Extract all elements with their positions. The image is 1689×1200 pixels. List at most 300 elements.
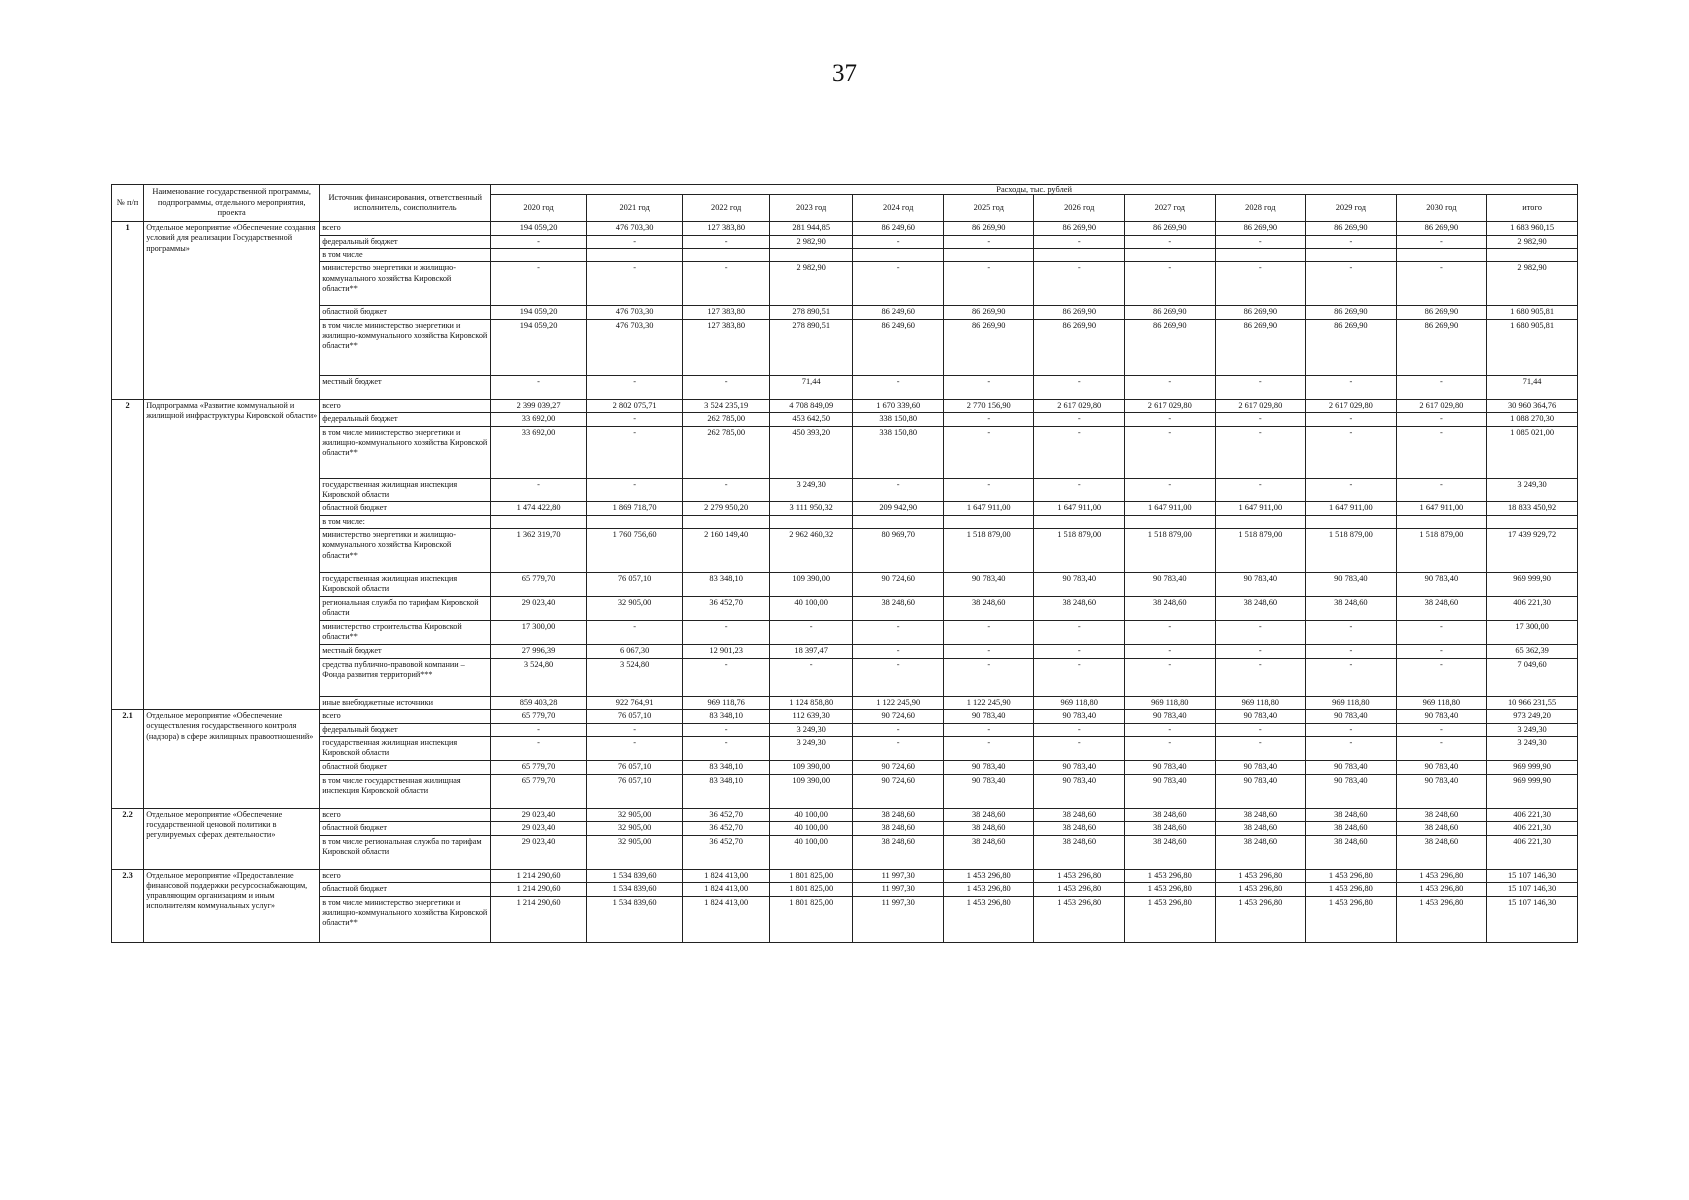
amount-cell: -	[943, 262, 1034, 306]
amount-cell: 38 248,60	[1125, 597, 1216, 621]
table-row	[112, 597, 1578, 621]
amount-cell: 127 383,80	[683, 319, 770, 375]
amount-cell: -	[586, 375, 683, 399]
total-cell: 406 221,30	[1487, 808, 1578, 822]
total-cell: 1 683 960,15	[1487, 222, 1578, 236]
amount-cell: 1 122 245,90	[853, 696, 944, 710]
header-source: Источник финансирования, ответственный исполнитель, соисполнитель	[320, 185, 491, 222]
amount-cell: -	[1396, 723, 1487, 737]
amount-cell: 3 524,80	[586, 658, 683, 696]
table-row	[112, 399, 1578, 413]
amount-cell: -	[1215, 478, 1306, 502]
amount-cell: -	[1125, 375, 1216, 399]
amount-cell	[586, 515, 683, 528]
amount-cell: -	[1396, 375, 1487, 399]
total-cell: 406 221,30	[1487, 835, 1578, 869]
total-cell: 969 999,90	[1487, 774, 1578, 808]
total-cell: 969 999,90	[1487, 761, 1578, 775]
table-row	[112, 710, 1578, 724]
amount-cell: -	[1125, 262, 1216, 306]
amount-cell	[683, 249, 770, 262]
amount-cell: 38 248,60	[1215, 835, 1306, 869]
funding-source: в том числе министерство энергетики и жилищно-коммунального хозяйства Кировской области**	[320, 896, 491, 942]
amount-cell: 109 390,00	[769, 761, 853, 775]
amount-cell: 38 248,60	[1306, 835, 1397, 869]
table-row	[112, 573, 1578, 597]
amount-cell: 65 779,70	[491, 774, 587, 808]
amount-cell: 90 783,40	[1125, 774, 1216, 808]
funding-source: министерство строительства Кировской области**	[320, 621, 491, 645]
amount-cell: -	[1215, 375, 1306, 399]
table-row	[112, 896, 1578, 942]
amount-cell	[1034, 249, 1125, 262]
amount-cell: 1 453 296,80	[1034, 883, 1125, 897]
amount-cell: -	[943, 658, 1034, 696]
amount-cell	[1306, 515, 1397, 528]
amount-cell: -	[491, 478, 587, 502]
table-row	[112, 774, 1578, 808]
table-row	[112, 737, 1578, 761]
amount-cell: 90 783,40	[1034, 573, 1125, 597]
amount-cell: -	[943, 645, 1034, 659]
amount-cell: 127 383,80	[683, 306, 770, 320]
table-row	[112, 235, 1578, 249]
amount-cell: 1 647 911,00	[1306, 502, 1397, 516]
funding-source: всего	[320, 710, 491, 724]
amount-cell: -	[586, 413, 683, 427]
funding-source: областной бюджет	[320, 502, 491, 516]
funding-source: всего	[320, 399, 491, 413]
amount-cell: -	[1215, 723, 1306, 737]
amount-cell: 6 067,30	[586, 645, 683, 659]
amount-cell: 76 057,10	[586, 774, 683, 808]
amount-cell: 86 269,90	[1125, 306, 1216, 320]
amount-cell: -	[769, 621, 853, 645]
amount-cell: -	[683, 723, 770, 737]
amount-cell: 1 824 413,00	[683, 869, 770, 883]
amount-cell: -	[683, 478, 770, 502]
amount-cell: 3 249,30	[769, 737, 853, 761]
amount-cell: 969 118,76	[683, 696, 770, 710]
amount-cell: 86 269,90	[1215, 319, 1306, 375]
amount-cell: 12 901,23	[683, 645, 770, 659]
amount-cell: 90 724,60	[853, 710, 944, 724]
amount-cell: 86 269,90	[1306, 306, 1397, 320]
amount-cell: 83 348,10	[683, 774, 770, 808]
amount-cell: 262 785,00	[683, 413, 770, 427]
total-cell: 7 049,60	[1487, 658, 1578, 696]
funding-source: государственная жилищная инспекция Кировской области	[320, 737, 491, 761]
amount-cell: 1 518 879,00	[1034, 529, 1125, 573]
amount-cell: -	[943, 426, 1034, 478]
amount-cell: 38 248,60	[853, 808, 944, 822]
amount-cell: 1 647 911,00	[1396, 502, 1487, 516]
amount-cell: 38 248,60	[1396, 808, 1487, 822]
total-cell: 1 680 905,81	[1487, 306, 1578, 320]
amount-cell: 278 890,51	[769, 306, 853, 320]
amount-cell: 40 100,00	[769, 597, 853, 621]
total-cell: 17 439 929,72	[1487, 529, 1578, 573]
amount-cell: 29 023,40	[491, 808, 587, 822]
amount-cell: 1 122 245,90	[943, 696, 1034, 710]
amount-cell: -	[1396, 413, 1487, 427]
amount-cell: 36 452,70	[683, 835, 770, 869]
total-cell: 2 982,90	[1487, 262, 1578, 306]
amount-cell: 2 617 029,80	[1125, 399, 1216, 413]
amount-cell: 86 269,90	[1215, 306, 1306, 320]
amount-cell: 90 783,40	[1215, 774, 1306, 808]
amount-cell: 90 783,40	[943, 573, 1034, 597]
amount-cell: 38 248,60	[943, 822, 1034, 836]
amount-cell: 1 647 911,00	[1034, 502, 1125, 516]
amount-cell: -	[1306, 375, 1397, 399]
amount-cell: 86 269,90	[1125, 319, 1216, 375]
amount-cell: -	[1306, 478, 1397, 502]
amount-cell: -	[1306, 235, 1397, 249]
amount-cell: 90 724,60	[853, 761, 944, 775]
amount-cell: 109 390,00	[769, 573, 853, 597]
table-row	[112, 262, 1578, 306]
funding-source: региональная служба по тарифам Кировской области	[320, 597, 491, 621]
amount-cell: 90 783,40	[1034, 761, 1125, 775]
amount-cell: 1 453 296,80	[1125, 869, 1216, 883]
amount-cell: -	[491, 262, 587, 306]
total-cell: 18 833 450,92	[1487, 502, 1578, 516]
amount-cell: 38 248,60	[1306, 808, 1397, 822]
table-row	[112, 869, 1578, 883]
amount-cell: -	[586, 478, 683, 502]
table-row	[112, 621, 1578, 645]
amount-cell: 86 249,60	[853, 306, 944, 320]
amount-cell: -	[683, 235, 770, 249]
amount-cell: 4 708 849,09	[769, 399, 853, 413]
program-name: Отдельное мероприятие «Обеспечение создания условий для реализации Государственной программы»	[144, 222, 320, 400]
amount-cell: 83 348,10	[683, 573, 770, 597]
amount-cell	[769, 249, 853, 262]
amount-cell: 90 783,40	[1306, 710, 1397, 724]
amount-cell: 38 248,60	[1034, 822, 1125, 836]
header-year: 2020 год	[491, 195, 587, 222]
total-cell: 406 221,30	[1487, 597, 1578, 621]
table-row	[112, 222, 1578, 236]
total-cell: 3 249,30	[1487, 737, 1578, 761]
funding-source: всего	[320, 808, 491, 822]
amount-cell: 476 703,30	[586, 222, 683, 236]
amount-cell: 90 783,40	[1396, 774, 1487, 808]
header-year: 2024 год	[853, 195, 944, 222]
amount-cell: 1 518 879,00	[1306, 529, 1397, 573]
amount-cell: 2 962 460,32	[769, 529, 853, 573]
amount-cell: 76 057,10	[586, 573, 683, 597]
amount-cell: 86 269,90	[1125, 222, 1216, 236]
amount-cell: -	[586, 621, 683, 645]
amount-cell	[683, 515, 770, 528]
amount-cell: -	[943, 478, 1034, 502]
amount-cell: -	[1034, 413, 1125, 427]
amount-cell: 1 453 296,80	[1034, 896, 1125, 942]
program-name: Отдельное мероприятие «Предоставление финансовой поддержки ресурсоснабжающим, управляющим организациям и иным исполнителям коммунальных услуг»	[144, 869, 320, 942]
amount-cell	[1215, 515, 1306, 528]
funding-source: в том числе:	[320, 515, 491, 528]
amount-cell: 2 617 029,80	[1215, 399, 1306, 413]
amount-cell: 40 100,00	[769, 835, 853, 869]
amount-cell: 209 942,90	[853, 502, 944, 516]
amount-cell: -	[1306, 426, 1397, 478]
amount-cell: 90 783,40	[1396, 710, 1487, 724]
amount-cell: -	[1034, 426, 1125, 478]
amount-cell: 1 453 296,80	[1215, 896, 1306, 942]
total-cell: 15 107 146,30	[1487, 883, 1578, 897]
amount-cell: 1 534 839,60	[586, 869, 683, 883]
table-row	[112, 426, 1578, 478]
amount-cell: 262 785,00	[683, 426, 770, 478]
amount-cell: 2 982,90	[769, 235, 853, 249]
amount-cell: -	[683, 737, 770, 761]
amount-cell: 1 453 296,80	[1396, 869, 1487, 883]
amount-cell: 2 770 156,90	[943, 399, 1034, 413]
amount-cell: 1 453 296,80	[1306, 883, 1397, 897]
amount-cell: 36 452,70	[683, 822, 770, 836]
amount-cell: -	[769, 658, 853, 696]
amount-cell: 65 779,70	[491, 573, 587, 597]
amount-cell: 11 997,30	[853, 896, 944, 942]
amount-cell: 969 118,80	[1396, 696, 1487, 710]
table-row	[112, 502, 1578, 516]
amount-cell: 32 905,00	[586, 808, 683, 822]
amount-cell: 65 779,70	[491, 761, 587, 775]
amount-cell: 2 160 149,40	[683, 529, 770, 573]
amount-cell: -	[1215, 621, 1306, 645]
amount-cell: 36 452,70	[683, 597, 770, 621]
amount-cell: -	[943, 375, 1034, 399]
amount-cell: -	[1215, 262, 1306, 306]
amount-cell: 90 783,40	[1125, 761, 1216, 775]
amount-cell: 18 397,47	[769, 645, 853, 659]
total-cell	[1487, 249, 1578, 262]
amount-cell: 38 248,60	[1396, 822, 1487, 836]
table-row	[112, 658, 1578, 696]
amount-cell: -	[1125, 737, 1216, 761]
amount-cell: -	[1396, 262, 1487, 306]
header-year: 2025 год	[943, 195, 1034, 222]
amount-cell: 86 269,90	[1034, 306, 1125, 320]
amount-cell: 3 249,30	[769, 723, 853, 737]
amount-cell: 2 802 075,71	[586, 399, 683, 413]
amount-cell: 90 783,40	[1396, 761, 1487, 775]
amount-cell: 40 100,00	[769, 808, 853, 822]
funding-source: всего	[320, 222, 491, 236]
funding-source: областной бюджет	[320, 822, 491, 836]
amount-cell: -	[853, 723, 944, 737]
amount-cell: -	[1125, 645, 1216, 659]
amount-cell: 71,44	[769, 375, 853, 399]
amount-cell: 86 269,90	[1034, 222, 1125, 236]
funding-source: всего	[320, 869, 491, 883]
amount-cell: 1 453 296,80	[1034, 869, 1125, 883]
amount-cell: 2 982,90	[769, 262, 853, 306]
amount-cell: 38 248,60	[1125, 835, 1216, 869]
amount-cell: 38 248,60	[1215, 822, 1306, 836]
amount-cell: 112 639,30	[769, 710, 853, 724]
funding-source: государственная жилищная инспекция Кировской области	[320, 573, 491, 597]
header-expenses: Расходы, тыс. рублей	[491, 185, 1578, 195]
amount-cell: 90 783,40	[1125, 573, 1216, 597]
amount-cell: 83 348,10	[683, 761, 770, 775]
amount-cell: 29 023,40	[491, 822, 587, 836]
amount-cell: 1 453 296,80	[943, 883, 1034, 897]
total-cell: 30 960 364,76	[1487, 399, 1578, 413]
amount-cell: 2 617 029,80	[1396, 399, 1487, 413]
table-row	[112, 306, 1578, 320]
table-row	[112, 645, 1578, 659]
amount-cell: -	[943, 621, 1034, 645]
header-year: 2026 год	[1034, 195, 1125, 222]
amount-cell: 969 118,80	[1215, 696, 1306, 710]
amount-cell: 1 801 825,00	[769, 883, 853, 897]
funding-source: областной бюджет	[320, 306, 491, 320]
total-cell: 15 107 146,30	[1487, 869, 1578, 883]
funding-source: местный бюджет	[320, 645, 491, 659]
amount-cell: 969 118,80	[1034, 696, 1125, 710]
program-name: Подпрограмма «Развитие коммунальной и жилищной инфраструктуры Кировской области»	[144, 399, 320, 709]
amount-cell: 338 150,80	[853, 426, 944, 478]
amount-cell: -	[853, 737, 944, 761]
amount-cell: 38 248,60	[943, 835, 1034, 869]
amount-cell: 76 057,10	[586, 710, 683, 724]
funding-source: в том числе	[320, 249, 491, 262]
amount-cell: -	[943, 235, 1034, 249]
amount-cell: -	[683, 658, 770, 696]
amount-cell: -	[853, 262, 944, 306]
amount-cell: -	[1034, 658, 1125, 696]
amount-cell: -	[1215, 235, 1306, 249]
total-cell: 406 221,30	[1487, 822, 1578, 836]
total-cell: 973 249,20	[1487, 710, 1578, 724]
funding-source: федеральный бюджет	[320, 723, 491, 737]
amount-cell: -	[1034, 478, 1125, 502]
amount-cell: 476 703,30	[586, 306, 683, 320]
amount-cell: 969 118,80	[1125, 696, 1216, 710]
amount-cell: 90 783,40	[1215, 761, 1306, 775]
amount-cell: -	[853, 621, 944, 645]
header-year: 2027 год	[1125, 195, 1216, 222]
funding-source: федеральный бюджет	[320, 235, 491, 249]
amount-cell: 86 269,90	[943, 222, 1034, 236]
amount-cell: -	[1396, 645, 1487, 659]
amount-cell: 1 518 879,00	[943, 529, 1034, 573]
amount-cell: 86 269,90	[1306, 222, 1397, 236]
amount-cell: 2 399 039,27	[491, 399, 587, 413]
amount-cell: 1 453 296,80	[1125, 883, 1216, 897]
amount-cell: 38 248,60	[1215, 808, 1306, 822]
amount-cell	[586, 249, 683, 262]
header-year: итого	[1487, 195, 1578, 222]
funding-source: федеральный бюджет	[320, 413, 491, 427]
amount-cell: -	[1034, 262, 1125, 306]
amount-cell: 90 783,40	[1215, 573, 1306, 597]
total-cell: 2 982,90	[1487, 235, 1578, 249]
table-row	[112, 515, 1578, 528]
amount-cell: 1 824 413,00	[683, 883, 770, 897]
amount-cell: 40 100,00	[769, 822, 853, 836]
header-year: 2022 год	[683, 195, 770, 222]
amount-cell: 194 059,20	[491, 306, 587, 320]
table-row	[112, 413, 1578, 427]
table-row	[112, 883, 1578, 897]
amount-cell: 127 383,80	[683, 222, 770, 236]
amount-cell: 969 118,80	[1306, 696, 1397, 710]
amount-cell: 38 248,60	[1215, 597, 1306, 621]
amount-cell: -	[1215, 658, 1306, 696]
amount-cell: 90 783,40	[1306, 774, 1397, 808]
amount-cell	[1306, 249, 1397, 262]
table-row	[112, 529, 1578, 573]
header-year: 2021 год	[586, 195, 683, 222]
amount-cell: 38 248,60	[943, 597, 1034, 621]
amount-cell: -	[586, 737, 683, 761]
amount-cell: 1 453 296,80	[943, 896, 1034, 942]
total-cell	[1487, 515, 1578, 528]
amount-cell: 90 783,40	[1034, 710, 1125, 724]
amount-cell	[1125, 515, 1216, 528]
amount-cell: 3 111 950,32	[769, 502, 853, 516]
amount-cell: 1 453 296,80	[1396, 883, 1487, 897]
amount-cell: 1 869 718,70	[586, 502, 683, 516]
amount-cell: 90 783,40	[1306, 573, 1397, 597]
amount-cell: -	[1306, 658, 1397, 696]
table-row	[112, 822, 1578, 836]
amount-cell: 38 248,60	[1034, 835, 1125, 869]
amount-cell: 3 249,30	[769, 478, 853, 502]
amount-cell: 38 248,60	[853, 835, 944, 869]
funding-source: в том числе министерство энергетики и жилищно-коммунального хозяйства Кировской области**	[320, 426, 491, 478]
amount-cell: -	[1034, 621, 1125, 645]
amount-cell: -	[586, 723, 683, 737]
amount-cell: 86 269,90	[1396, 319, 1487, 375]
total-cell: 1 680 905,81	[1487, 319, 1578, 375]
amount-cell: 1 214 290,60	[491, 869, 587, 883]
budget-table	[111, 184, 1578, 943]
amount-cell	[769, 515, 853, 528]
amount-cell: 38 248,60	[853, 597, 944, 621]
funding-source: министерство энергетики и жилищно-коммунального хозяйства Кировской области**	[320, 262, 491, 306]
amount-cell: 1 214 290,60	[491, 883, 587, 897]
amount-cell: 86 249,60	[853, 222, 944, 236]
amount-cell	[943, 515, 1034, 528]
amount-cell: 38 248,60	[1396, 597, 1487, 621]
amount-cell: 476 703,30	[586, 319, 683, 375]
amount-cell: 38 248,60	[1396, 835, 1487, 869]
amount-cell: -	[853, 645, 944, 659]
amount-cell: 17 300,00	[491, 621, 587, 645]
amount-cell: 80 969,70	[853, 529, 944, 573]
total-cell: 17 300,00	[1487, 621, 1578, 645]
amount-cell: 1 518 879,00	[1396, 529, 1487, 573]
amount-cell: 33 692,00	[491, 413, 587, 427]
amount-cell	[853, 515, 944, 528]
funding-source: в том числе государственная жилищная инспекция Кировской области	[320, 774, 491, 808]
row-number: 2.1	[112, 710, 144, 809]
amount-cell: 38 248,60	[1125, 808, 1216, 822]
row-number: 2.2	[112, 808, 144, 869]
amount-cell: 76 057,10	[586, 761, 683, 775]
amount-cell: -	[491, 235, 587, 249]
amount-cell: -	[1034, 235, 1125, 249]
funding-source: иные внебюджетные источники	[320, 696, 491, 710]
funding-source: в том числе региональная служба по тарифам Кировской области	[320, 835, 491, 869]
amount-cell: -	[1306, 723, 1397, 737]
amount-cell: 1 362 319,70	[491, 529, 587, 573]
